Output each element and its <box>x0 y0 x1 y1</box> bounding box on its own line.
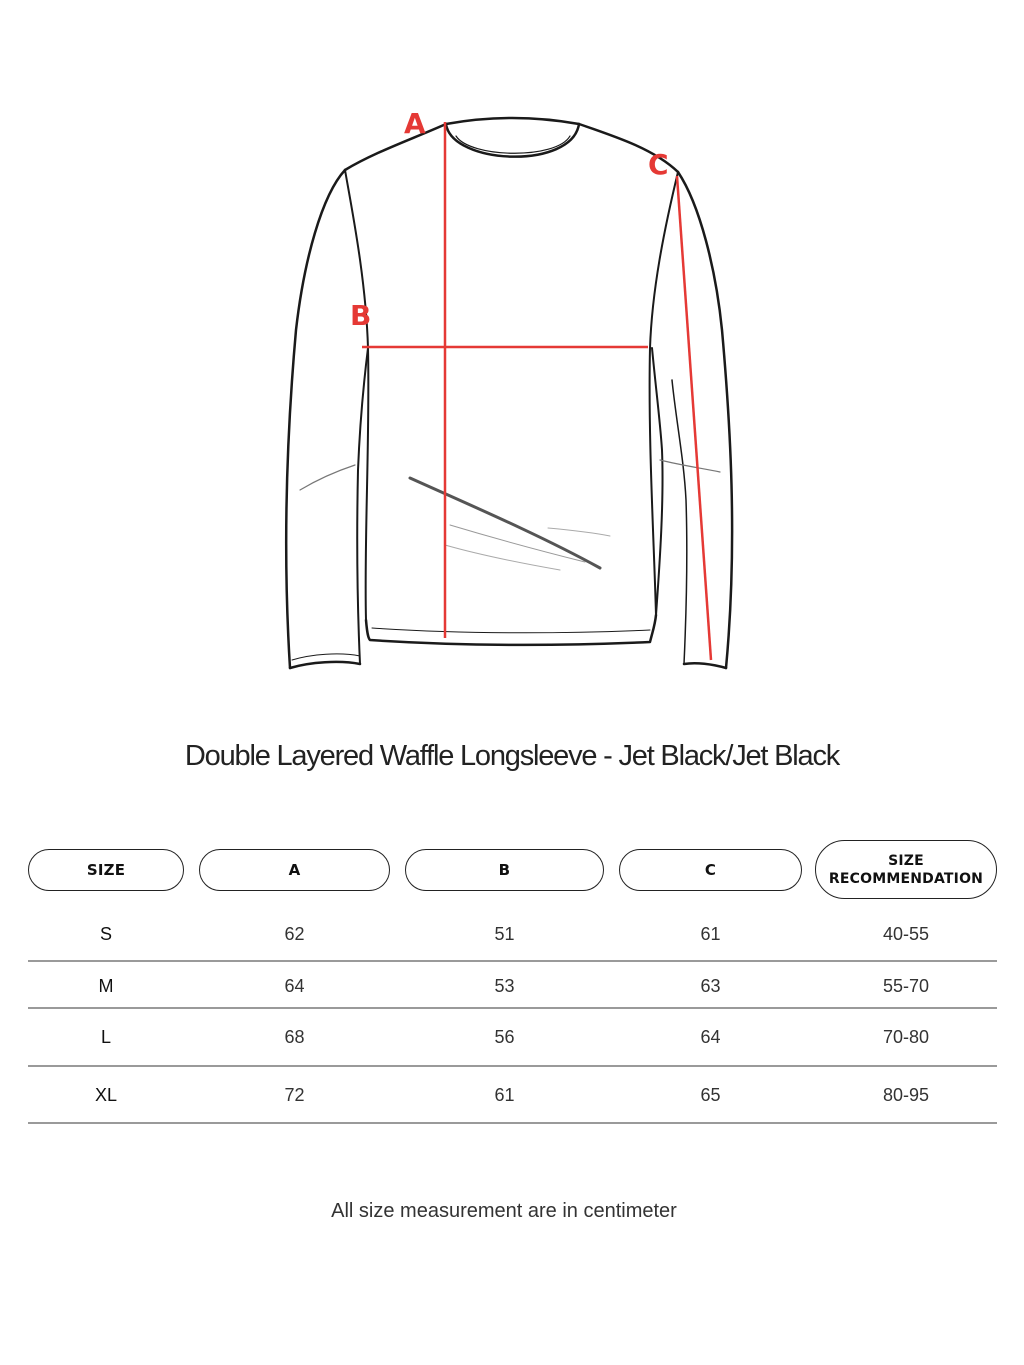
cell-rec: 80-95 <box>882 1084 930 1105</box>
cell-size: M <box>98 975 114 996</box>
cell-rec: 70-80 <box>882 1026 930 1047</box>
cell-b: 56 <box>494 1026 515 1047</box>
header-rec-line1: SIZE <box>888 852 924 869</box>
row-divider <box>28 1065 997 1067</box>
row-divider <box>28 1122 997 1124</box>
header-c: C <box>619 849 802 891</box>
cell-a: 72 <box>284 1084 305 1105</box>
label-a: A <box>404 107 426 140</box>
cell-c: 65 <box>700 1084 721 1105</box>
header-size: SIZE <box>28 849 184 891</box>
row-divider <box>28 1007 997 1009</box>
cell-c: 61 <box>700 923 721 944</box>
header-size-recommendation <box>815 840 997 899</box>
cell-rec: 40-55 <box>882 923 930 944</box>
table-row <box>28 1069 997 1121</box>
header-b: B <box>405 849 604 891</box>
measure-line-c <box>677 176 711 660</box>
table-row <box>28 908 997 960</box>
longsleeve-shirt-icon <box>286 118 732 668</box>
cell-c: 63 <box>700 975 721 996</box>
cell-b: 53 <box>494 975 515 996</box>
label-c: C <box>648 148 669 181</box>
units-footnote: All size measurement are in centimeter <box>331 1200 677 1222</box>
label-b: B <box>350 299 372 332</box>
cell-rec: 55-70 <box>882 975 930 996</box>
table-row <box>28 1011 997 1063</box>
header-rec-line2: RECOMMENDATION <box>828 870 984 887</box>
cell-a: 68 <box>284 1026 305 1047</box>
cell-size: L <box>100 1026 111 1047</box>
table-row <box>28 960 997 1012</box>
product-title: Double Layered Waffle Longsleeve - Jet Black/Jet Black <box>184 740 840 772</box>
cell-c: 64 <box>700 1026 721 1047</box>
cell-b: 61 <box>494 1084 515 1105</box>
header-a: A <box>199 849 390 891</box>
cell-b: 51 <box>494 923 515 944</box>
cell-size: XL <box>94 1084 118 1105</box>
cell-a: 64 <box>284 975 305 996</box>
cell-a: 62 <box>284 923 305 944</box>
cell-size: S <box>99 923 112 944</box>
